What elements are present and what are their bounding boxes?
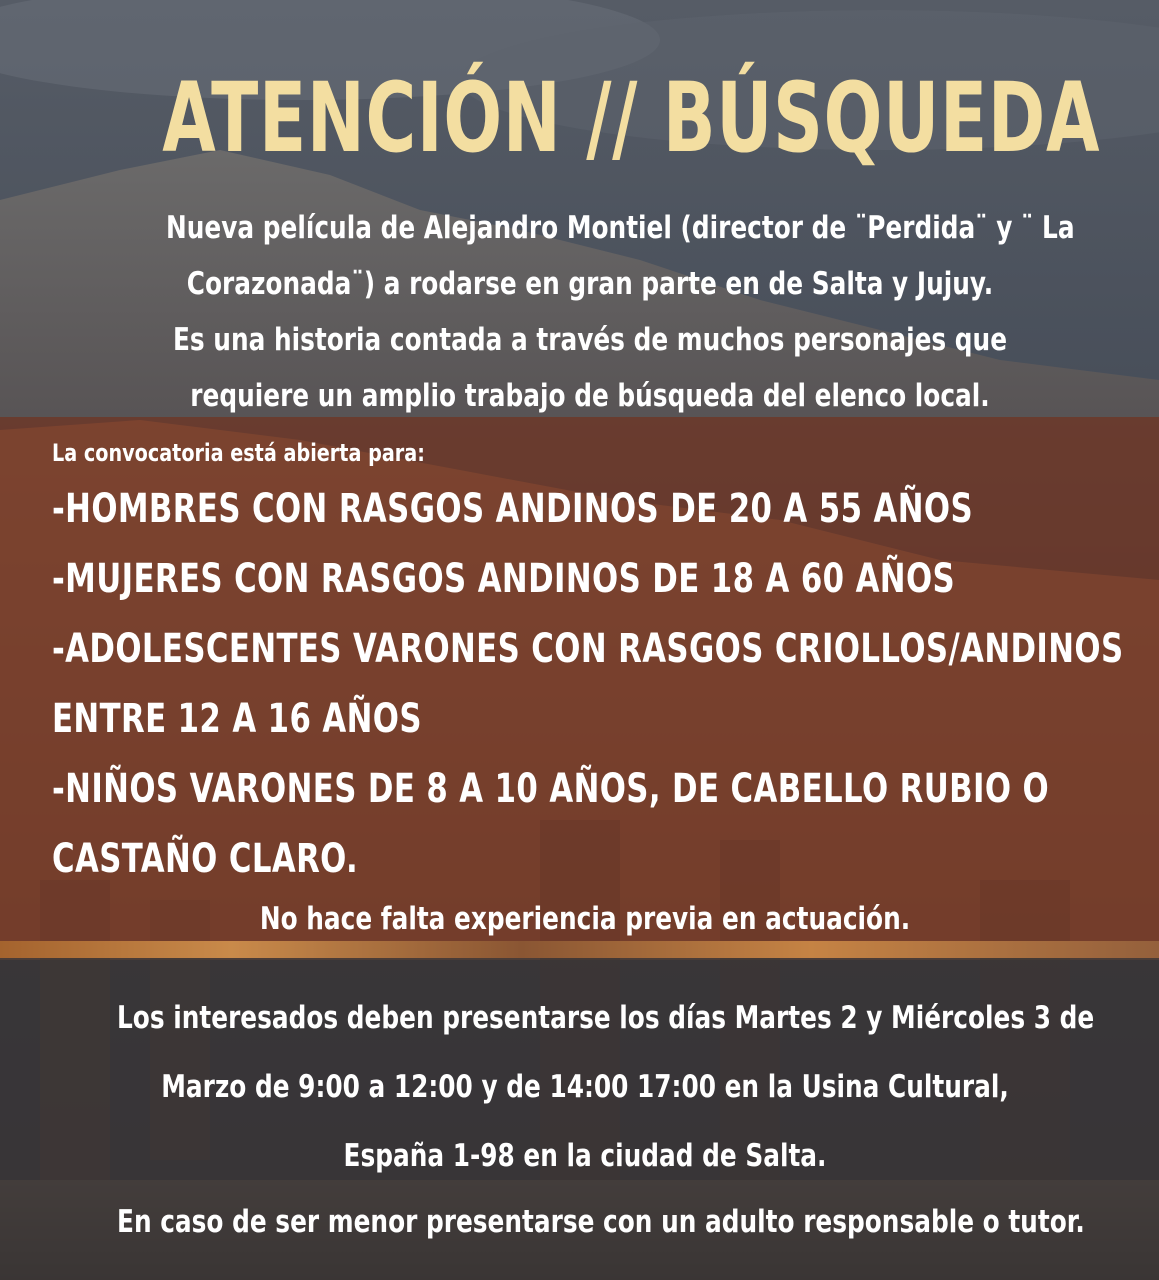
intro-line: Nueva película de Alejandro Montiel (director de ¨Perdida¨ y ¨ La — [166, 210, 1075, 246]
call-lead: La convocatoria está abierta para: — [52, 439, 425, 467]
intro-line: requiere un amplio trabajo de búsqueda del elenco local. — [190, 378, 990, 414]
info-line: Los interesados deben presentarse los días Martes 2 y Miércoles 3 de — [117, 1000, 1095, 1036]
poster-title: ATENCIÓN // BÚSQUEDA — [162, 62, 1101, 174]
casting-call — [52, 432, 1152, 894]
info-line: En caso de ser menor presentarse con un adulto responsable o tutor. — [117, 1204, 1085, 1240]
requirement-line: -HOMBRES CON RASGOS ANDINOS DE 20 A 55 AÑOS — [52, 486, 974, 532]
requirement-line: -NIÑOS VARONES DE 8 A 10 AÑOS, DE CABELLO RUBIO O — [52, 766, 1050, 812]
requirement-line: CASTAÑO CLARO. — [52, 836, 359, 882]
intro-line: Es una historia contada a través de muchos personajes que — [172, 322, 1008, 358]
no-experience-text: No hace falta experiencia previa en actuación. — [259, 901, 911, 937]
info-line: España 1-98 en la ciudad de Salta. — [343, 1138, 827, 1174]
requirement-line: -MUJERES CON RASGOS ANDINOS DE 18 A 60 AÑOS — [52, 556, 956, 602]
info-line: Marzo de 9:00 a 12:00 y de 14:00 17:00 en la Usina Cultural, — [161, 1069, 1009, 1105]
no-experience-note — [0, 893, 1159, 945]
attendance-info — [0, 984, 1159, 1253]
requirement-line: -ADOLESCENTES VARONES CON RASGOS CRIOLLOS/ANDINOS — [52, 626, 1124, 672]
requirement-line: ENTRE 12 A 16 AÑOS — [52, 696, 422, 742]
intro-line: Corazonada¨) a rodarse en gran parte en de Salta y Jujuy. — [186, 266, 994, 302]
intro-paragraph — [60, 200, 1120, 424]
